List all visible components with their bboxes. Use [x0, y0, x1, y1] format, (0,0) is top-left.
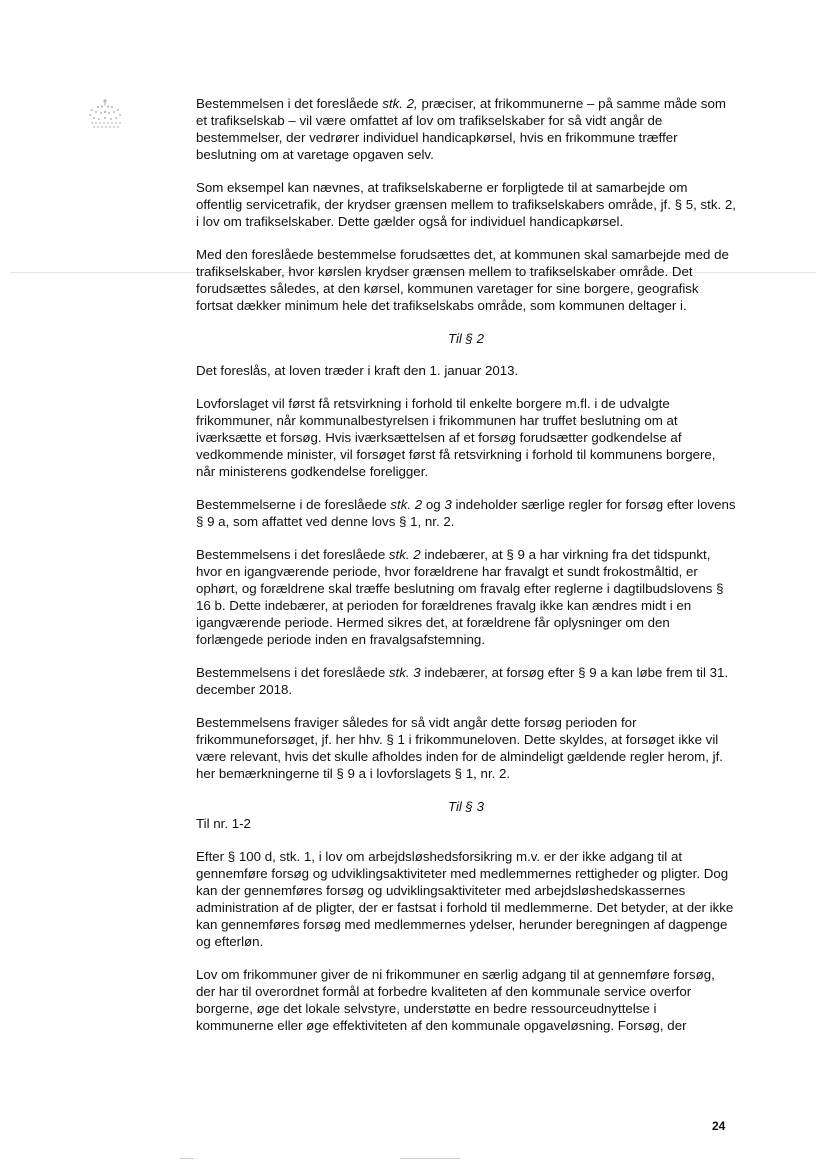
paragraph: Lovforslaget vil først få retsvirkning i forhold til enkelte borgere m.fl. i de udvalgte frikommuner, når kommunalbestyrelsen i frikommunen har truffet beslutning om at iværksætte et forsøg. Hvis iværksættelsen af et forsøg forudsætter godkendelse af vedkommende minister, vil forsøget først få retsvirkning i forhold til kommunens borgere, når ministerens godkendelse foreligger. [196, 396, 716, 479]
paragraph: Efter § 100 d, stk. 1, i lov om arbejdsløshedsforsikring m.v. er der ikke adgang til at gennemføre forsøg og udviklingsaktiviteter med medlemmernes rettigheder og pligter. Dog kan der gennemføres forsøg og udviklingsaktiviteter med arbejdsløshedskassernes administration af de pligter, der er fastsat i forhold til medlemmerne. Det betyder, at der ikke kan gennemføres forsøg med medlemmernes ydelser, herunder beregningen af dagpenge og efterløn. [196, 849, 734, 949]
section-heading: Til § 2 [447, 331, 485, 346]
paragraph: Med den foreslåede bestemmelse forudsættes det, at kommunen skal samarbejde med de trafikselskaber, hvor kørslen krydser grænsen mellem to trafikselskaber område. Det forudsættes således, at den kørsel, kommunen varetager for sine borgere, geografisk fortsat dækker minimum hele det trafikselskabs område, som kommunen deltager i. [196, 247, 729, 313]
paragraph: Lov om frikommuner giver de ni frikommuner en særlig adgang til at gennemføre forsøg, der har til overordnet formål at forbedre kvaliteten af den kommunale service overfor borgerne, øge det lokale selvstyre, understøtte en bedre ressourceudnyttelse i kommunerne eller øge effektiviteten af den kommunale opgaveløsning. Forsøg, der [196, 967, 715, 1033]
paragraph: Bestemmelsens i det foreslåede stk. 2 indebærer, at § 9 a har virkning fra det tidspunkt, hvor en igangværende periode, hvor forældrene har fravalgt et sundt frokostmåltid, er ophørt, og forældrene skal træffe beslutning om fravalg efter reglerne i dagtilbudslovens § 16 b. Dette indebærer, at perioden for forældrenes fravalg ikke kan ændres midt i en igangværende periode. Hermed sikres det, at forældrene får oplysninger om den forlængede periode inden en fravalgsafstemning. [196, 547, 724, 647]
paragraph: Bestemmelsen i det foreslåede stk. 2, præciser, at frikommunerne – på samme måde som et trafikselskab – vil være omfattet af lov om trafikselskaber for så vidt angår de bestemmelser, der vedrører individuel handicapkørsel, hvis en frikommune træffer beslutning om at varetage opgaven selv. [196, 96, 726, 162]
paragraph: Det foreslås, at loven træder i kraft den 1. januar 2013. [196, 363, 519, 378]
paragraph: Bestemmelserne i de foreslåede stk. 2 og 3 indeholder særlige regler for forsøg efter lovens § 9 a, som affattet ved denne lovs § 1, nr. 2. [196, 497, 736, 529]
scan-artifact [180, 1158, 194, 1159]
paragraph: Bestemmelsens i det foreslåede stk. 3 indebærer, at forsøg efter § 9 a kan løbe frem til 31. december 2018. [196, 665, 729, 697]
subsection-heading: Til nr. 1-2 [196, 816, 251, 831]
crown-icon [86, 98, 124, 132]
paragraph: Bestemmelsens fraviger således for så vidt angår dette forsøg perioden for frikommuneforsøget, jf. her hhv. § 1 i frikommuneloven. Dette skyldes, at forsøget ikke vil være relevant, hvis det skulle afholdes inden for de almindeligt gældende regler herom, jf. her bemærkningerne til § 9 a i lovforslagets § 1, nr. 2. [196, 715, 723, 781]
paragraph: Som eksempel kan nævnes, at trafikselskaberne er forpligtede til at samarbejde om offentlig servicetrafik, der krydser grænsen mellem to trafikselskabers område, jf. § 5, stk. 2, i lov om trafikselskaber. Dette gælder også for individuel handicapkørsel. [196, 180, 736, 229]
page-number: 24 [712, 1119, 726, 1133]
section-heading: Til § 3 [447, 799, 485, 814]
document-body [196, 95, 736, 1050]
scan-artifact [400, 1158, 460, 1159]
